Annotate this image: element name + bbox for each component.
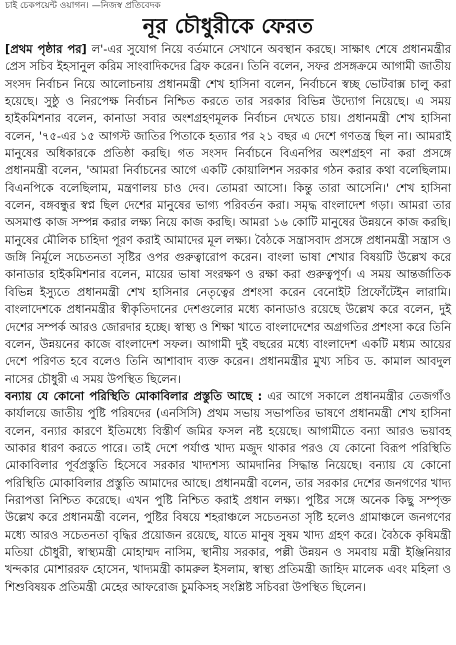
previous-article-strip (5, 0, 451, 13)
article-headline: নূর চৌধুরীকে ফেরত (142, 13, 314, 38)
paragraph-2-text: এর আগে সকালে প্রধানমন্ত্রীর তেজগাঁও কার্যালয়ে জাতীয় পুষ্টি পরিষদের (এনসিসি) প্রথম সভায় সভাপতির ভাষণে প্রধানমন্ত্রী শেখ হাসিনা বলেন, বন্যার কারণে ইতিমধ্যে বিস্তীর্ণ জমির ফসল নষ্ট হয়েছে। আগামীতে বন্যা আরও ভয়াবহ আকার ধারণ করতে পারে। তাই দেশে পর্যাপ্ত খাদ্য মজুদ থাকার পরও যে কোনো বিরূপ পরিস্থিতি মোকাবিলার পূর্বপ্রস্তুতি হিসেবে সরকার খাদ্যশস্য আমদানির সিদ্ধান্ত নিয়েছে। বন্যায় যে কোনো পরিস্থিতি মোকাবিলার প্রস্তুতি আমাদের আছে। প্রধানমন্ত্রী বলেন, তার সরকার দেশের জনগণের খাদ্য নিরাপত্তা নিশ্চিত করেছে। এখন পুষ্টি নিশ্চিত করাই প্রধান লক্ষ্য। পুষ্টির সঙ্গে অনেক কিছু সম্পৃক্ত উল্লেখ করে প্রধানমন্ত্রী বলেন, পুষ্টির বিষয়ে শহরাঞ্চলে সচেতনতা সৃষ্টি হলেও গ্রামাঞ্চলে জনগণের মধ্যে আরও সচেতনতা বৃদ্ধির প্রয়োজন রয়েছে, যাতে মানুষ সুষম খাদ্য গ্রহণ করে। বৈঠকে কৃষিমন্ত্রী মতিয়া চৌধুরী, স্বাস্থ্যমন্ত্রী মোহাম্মদ নাসিম, স্থানীয় সরকার, পল্লী উন্নয়ন ও সমবায় মন্ত্রী ইঞ্জিনিয়ার খন্দকার মোশাররফ হোসেন, খাদ্যমন্ত্রী কামরুল ইসলাম, স্বাস্থ্য প্রতিমন্ত্রী জাহিদ মালেক এবং মহিলা ও শিশুবিষয়ক প্রতিমন্ত্রী মেহের আফরোজ চুমকিসহ সংশ্লিষ্ট সচিবরা উপস্থিত ছিলেন। (5, 388, 452, 594)
previous-article-byline: —নিজস্ব প্রতিবেদক (91, 1, 161, 11)
article-paragraph-2 (5, 388, 451, 596)
article-paragraph-1 (5, 41, 451, 388)
section-subhead: বন্যায় যে কোনো পরিস্থিতি মোকাবিলার প্রস্তুতি আছে : (5, 388, 263, 403)
previous-article-tail: চাই চেকপয়েন্ট ওয়াগন। (5, 1, 89, 11)
paragraph-1-text: ল'-এর সুযোগ নিয়ে বর্তমানে সেখানে অবস্থান করছে। সাক্ষাৎ শেষে প্রধানমন্ত্রীর প্রেস সচিব ইহসানুল করিম সাংবাদিকদের ব্রিফ করেন। তিনি বলেন, সফর প্রসঙ্গক্রমে আগামী জাতীয় সংসদ নির্বাচন নিয়ে আলোচনায় প্রধানমন্ত্রী শেখ হাসিনা বলেন, নির্বাচনে স্বচ্ছ ভোটবাক্স চালু করা হয়েছে। সুষ্ঠু ও নিরপেক্ষ নির্বাচন নিশ্চিত করতে তার সরকার বিভিন্ন উদ্যোগ নিয়েছে। এ সময় হাইকমিশনার বলেন, কানাডা সবার অংশগ্রহণমূলক নির্বাচন দেখতে চায়। প্রধানমন্ত্রী শেখ হাসিনা বলেন, '৭৫-এর ১৫ আগস্ট জাতির পিতাকে হত্যার পর ২১ বছর এ দেশে গণতন্ত্র ছিল না। আমরাই মানুষের অধিকারকে প্রতিষ্ঠা করছি। গত সংসদ নির্বাচনে বিএনপির অংশগ্রহণ না করা প্রসঙ্গে প্রধানমন্ত্রী বলেন, 'আমরা নির্বাচনের আগে একটি কোয়ালিশন সরকার গঠন করার কথা বলেছিলাম। বিএনপিকে বলেছিলাম, মন্ত্রণালয় চাও দেব। তোমরা আসো। কিন্তু তারা আসেনি।' শেখ হাসিনা বলেন, বঙ্গবন্ধুর স্বপ্ন ছিল দেশের মানুষের ভাগ্য পরিবর্তন করা। সমৃদ্ধ বাংলাদেশ গড়া। আমরা তার অসমাপ্ত কাজ সম্পন্ন করার লক্ষ্য নিয়ে কাজ করছি। আমরা ১৬ কোটি মানুষের উন্নয়নে কাজ করছি। মানুষের মৌলিক চাহিদা পূরণ করাই আমাদের মূল লক্ষ্য। বৈঠকে সন্ত্রাসবাদ প্রসঙ্গে প্রধানমন্ত্রী সন্ত্রাস ও জঙ্গি নির্মূলে সচেতনতা সৃষ্টির ওপর গুরুত্বারোপ করেন। বাংলা ভাষা শেখার বিষয়টি উল্লেখ করে কানাডার হাইকমিশনার বলেন, মায়ের ভাষা সংরক্ষণ ও রক্ষা করা গুরুত্বপূর্ণ। এ সময় আন্তর্জাতিক বিভিন্ন ইস্যুতে প্রধানমন্ত্রী শেখ হাসিনার নেতৃত্বের প্রশংসা করেন বেনোইট প্রিফোঁটেইন লারামি। বাংলাদেশকে প্রধানমন্ত্রীর স্বীকৃতিদানের দেশগুলোর মধ্যে কানাডাও রয়েছে উল্লেখ করে বলেন, দুই দেশের সম্পর্ক আরও জোরদার হচ্ছে। স্বাস্থ্য ও শিক্ষা খাতে বাংলাদেশের অগ্রগতির প্রশংসা করে তিনি বলেন, উন্নয়নের কাজে বাংলাদেশ সফল। আগামী দুই বছরের মধ্যে বাংলাদেশ একটি মধ্যম আয়ের দেশে পরিণত হবে বলেও তিনি আশাবাদ ব্যক্ত করেন। প্রধানমন্ত্রীর মুখ্য সচিব ড. কামাল আবদুল নাসের চৌধুরী এ সময় উপস্থিত ছিলেন। (5, 42, 451, 386)
continuation-marker: [প্রথম পৃষ্ঠার পর] (5, 42, 87, 56)
article-body (5, 41, 451, 596)
